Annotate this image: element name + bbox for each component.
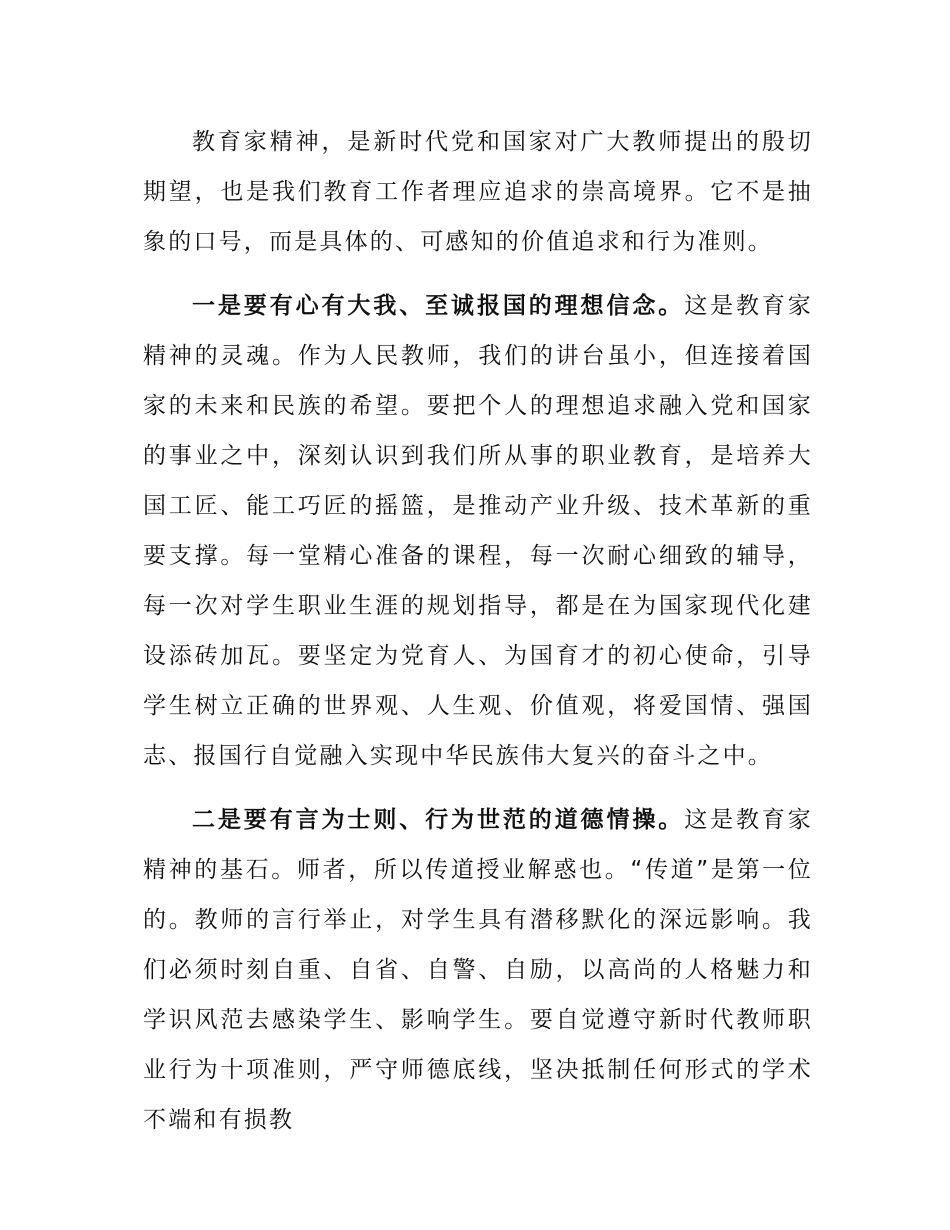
paragraph-text: 这是教育家精神的灵魂。作为人民教师，我们的讲台虽小，但连接着国家的未来和民族的希望。要把个人的理想追求融入党和国家的事业之中，深刻认识到我们所从事的职业教育，是培养大国工匠、能工巧匠的摇篮，是推动产业升级、技术革新的重要支撑。每一堂精心准备的课程，每一次耐心细致的辅导，每一次对学生职业生涯的规划指导，都是在为国家现代化建设添砖加瓦。要坚定为党育人、为国育才的初心使命，引导学生树立正确的世界观、人生观、价值观，将爱国情、强国志、报国行自觉融入实现中华民族伟大复兴的奋斗之中。: [143, 293, 814, 769]
paragraph-ideals: [143, 281, 813, 781]
document-body: [143, 117, 813, 1159]
paragraph-lead: 一是要有心有大我、至诚报国的理想信念。: [192, 293, 685, 319]
paragraph-text: 这是教育家精神的基石。师者，所以传道授业解惑也。“传道”是第一位的。教师的言行举止，对学生具有潜移默化的深远影响。我们必须时刻自重、自省、自警、自励，以高尚的人格魅力和学识风范去感染学生、影响学生。要自觉遵守新时代教师职业行为十项准则，严守师德底线，坚决抵制任何形式的学术不端和有损教: [143, 807, 814, 1133]
paragraph-ethics: [143, 795, 813, 1145]
paragraph-text: 教育家精神，是新时代党和国家对广大教师提出的殷切期望，也是我们教育工作者理应追求的崇高境界。它不是抽象的口号，而是具体的、可感知的价值追求和行为准则。: [143, 129, 813, 255]
paragraph-intro: [143, 117, 813, 267]
paragraph-lead: 二是要有言为士则、行为世范的道德情操。: [192, 807, 685, 833]
